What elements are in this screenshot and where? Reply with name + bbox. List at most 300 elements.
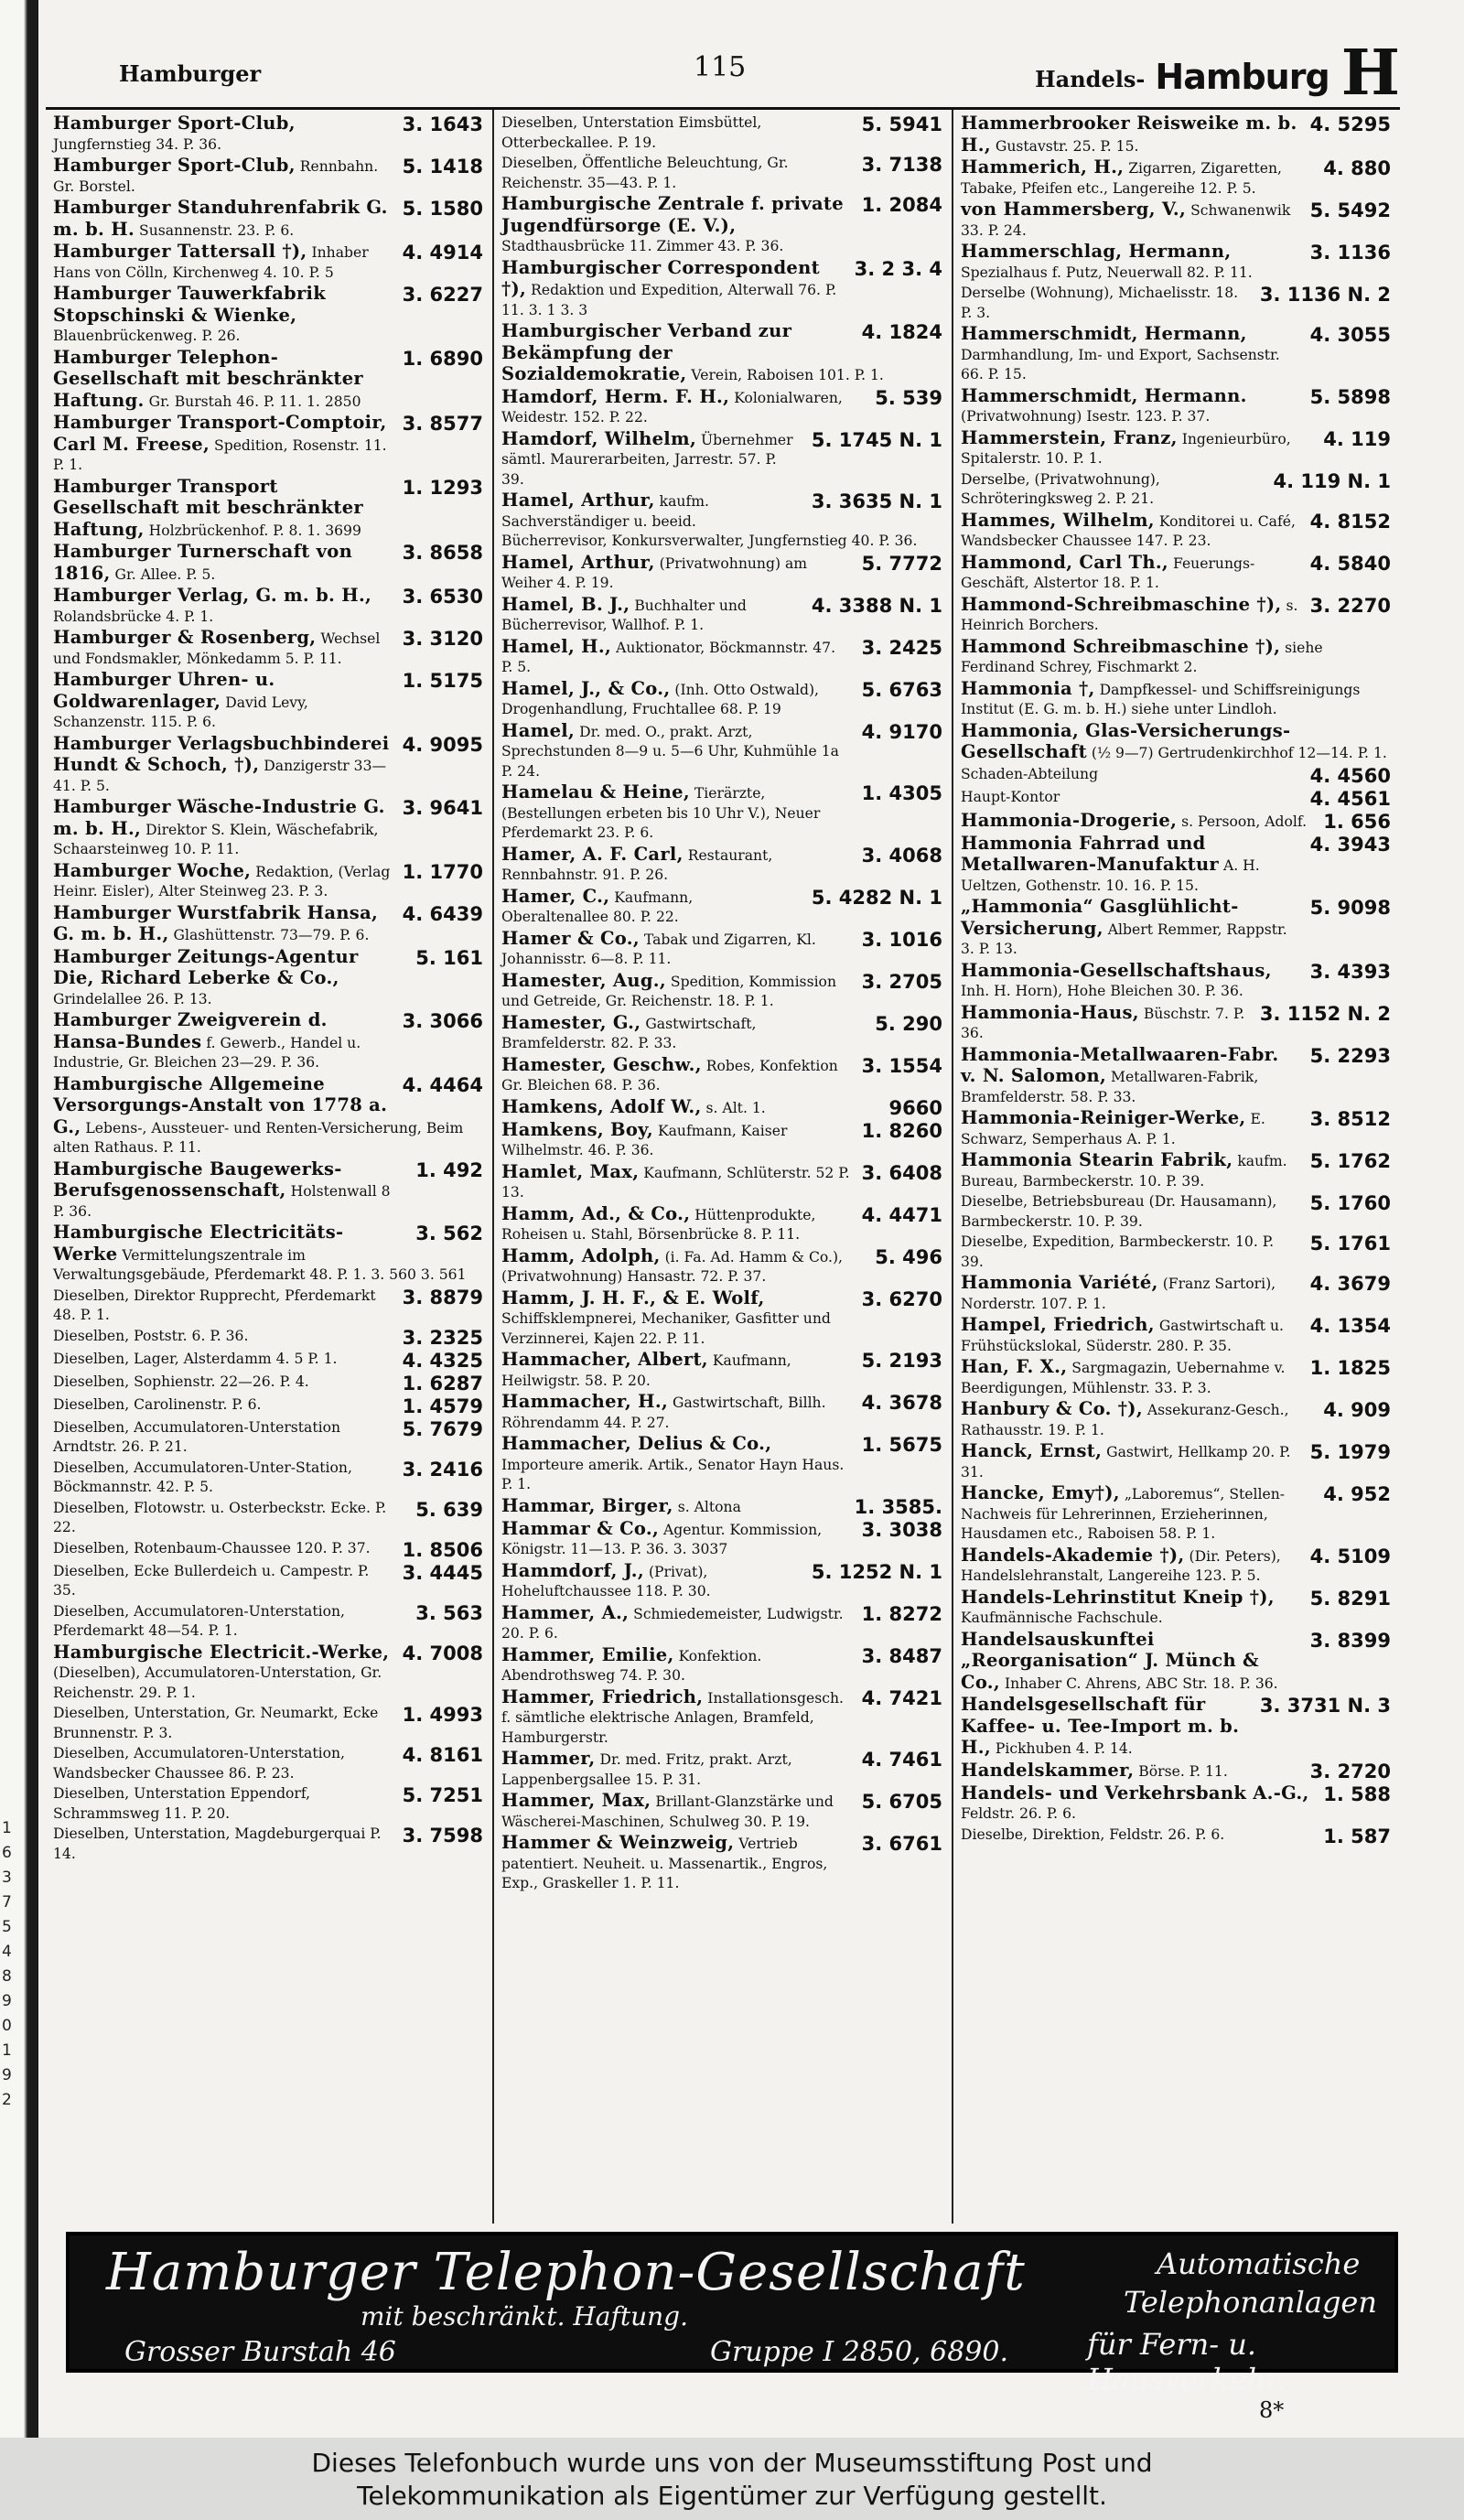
entry-detail: Dieselben, Accumulatoren-Unterstation Arndtstr. 26. P. 21. (53, 1418, 341, 1455)
entry-phone: 5. 1745 N. 1 (811, 428, 942, 451)
entry-name: Hamester, Geschw., (501, 1053, 702, 1075)
entry-detail: Blauenbrückenweg. P. 26. (53, 328, 241, 344)
entry-phone: 3. 6761 (861, 1833, 942, 1855)
entry-name: Hamer, C., (501, 885, 610, 907)
directory-entry (53, 861, 483, 902)
entry-name: Hamburger Telephon-Gesellschaft mit beschränkter Haftung. (53, 346, 363, 411)
directory-entry (501, 553, 942, 594)
directory-entry (961, 1825, 1391, 1847)
entry-name: Hammerschmidt, Hermann, (961, 323, 1247, 344)
entry-name: Hamel, J., & Co., (501, 677, 671, 699)
entry-name: Hamburger Sport-Club, (53, 113, 296, 134)
entry-detail: Dieselben, Carolinenstr. P. 6. (53, 1395, 262, 1413)
directory-entry (53, 586, 483, 627)
entry-name: Hamester, Aug., (501, 969, 666, 991)
directory-entry (961, 788, 1391, 810)
entry-detail: Kaufmännische Fachschule. (961, 1610, 1163, 1626)
entry-name: Handelsauskunftei „Reorganisation“ J. Münch & Co., (961, 1628, 1259, 1693)
entry-phone: 3. 4393 (1309, 960, 1391, 983)
entry-detail: (Inh. Otto Ostwald), Drogenhandlung, Fruchtallee 68. P. 19 (501, 681, 820, 717)
directory-entry (501, 1162, 942, 1203)
entry-phone: 3. 1152 N. 2 (1259, 1002, 1391, 1025)
directory-entry (961, 199, 1391, 241)
entry-detail: Dieselbe, Expedition, Barmbeckerstr. 10. P. 39. (961, 1233, 1275, 1270)
entry-phone: 3. 2270 (1309, 594, 1391, 617)
entry-name: Hamburgische Allgemeine Versorgungs-Anstalt von 1778 a. G., (53, 1072, 388, 1137)
entry-phone: 5. 6705 (861, 1791, 942, 1813)
directory-entry (53, 903, 483, 946)
entry-phone: 3. 8487 (861, 1644, 942, 1667)
directory-entry (961, 961, 1391, 1002)
directory-entry (961, 242, 1391, 283)
entry-phone: 5. 2193 (861, 1350, 942, 1372)
directory-entry (961, 1273, 1391, 1314)
ad-right-line-2: Telephonanlagen (1124, 2285, 1377, 2320)
entry-phone: 4. 6439 (402, 902, 483, 925)
entry-phone: 3. 2705 (861, 970, 942, 993)
directory-entry (961, 511, 1391, 552)
directory-entry (53, 1350, 483, 1372)
entry-phone: 5. 2293 (1309, 1044, 1391, 1067)
entry-detail: (i. Fa. Ad. Hamm & Co.), (Privatwohnung) Hansastr. 72. P. 37. (501, 1248, 843, 1285)
directory-entry (501, 595, 942, 636)
entry-detail: Konfektion. Abendrothsweg 74. P. 30. (501, 1647, 762, 1684)
entry-phone: 1. 1770 (402, 860, 483, 883)
entry-detail: Börse. P. 11. (1138, 1762, 1228, 1780)
entry-phone: 4. 8152 (1309, 510, 1391, 533)
directory-entry (501, 679, 942, 720)
ad-right-line-3: für Fern- u. Hausverkehr. (1087, 2327, 1286, 2396)
entry-name: Hamburger Turnerschaft von 1816, (53, 541, 353, 584)
directory-entry (53, 1010, 483, 1073)
entry-detail: s. Heinrich Borchers. (961, 597, 1298, 633)
entry-name: Hamburger Verlag, G. m. b. H., (53, 585, 372, 606)
entry-detail: Darmhandlung, Im- und Export, Sachsenstr. 66. P. 15. (961, 346, 1280, 382)
ad-right-line-1: Automatische (1157, 2246, 1361, 2281)
entry-detail: Spezialhaus f. Putz, Neuerwall 82. P. 11. (961, 264, 1253, 281)
entry-name: Hammer, A., (501, 1601, 630, 1623)
directory-entry (501, 1013, 942, 1054)
directory-entry (53, 348, 483, 413)
entry-name: Hammonia †, (961, 677, 1095, 699)
directory-entry (501, 429, 942, 490)
entry-name: Hammonia Fahrrad und Metallwaren-Manufaktur (961, 832, 1219, 875)
entry-name: Hammacher, Albert, (501, 1349, 708, 1370)
entry-detail: Direktor S. Klein, Wäschefabrik, Schaarsteinweg 10. P. 11. (53, 821, 379, 857)
entry-phone: 1. 656 (1323, 810, 1391, 833)
entry-name: Hammer, Friedrich, (501, 1685, 704, 1707)
directory-entry (53, 670, 483, 733)
entry-detail: Lebens-, Aussteuer- und Renten-Versicherung, Beim alten Rathaus. P. 11. (53, 1119, 464, 1156)
entry-name: Hamburger Zweigverein d. Hansa-Bundes (53, 1009, 328, 1052)
directory-entry (501, 1288, 942, 1350)
entry-phone: 3. 2425 (861, 636, 942, 659)
entry-detail: Dieselben, Accumulatoren-Unterstation, Wandsbecker Chaussee 86. P. 23. (53, 1745, 345, 1782)
entry-phone: 5. 5898 (1309, 385, 1391, 408)
entry-name: Hamel, Arthur, (501, 490, 655, 511)
entry-detail: David Levy, Schanzenstr. 115. P. 6. (53, 694, 308, 730)
directory-entry (961, 470, 1391, 510)
entry-phone: 3. 1643 (402, 113, 483, 135)
entry-name: Hamer, A. F. Carl, (501, 843, 684, 865)
margin-digit: 7 (2, 1893, 12, 1912)
directory-entry (961, 1783, 1391, 1825)
entry-detail: Dieselben, Direktor Rupprecht, Pferdemarkt 48. P. 1. (53, 1287, 376, 1323)
entry-phone: 3. 1136 (1309, 242, 1391, 264)
entry-phone: 5. 290 (875, 1012, 942, 1035)
entry-name: Han, F. X., (961, 1356, 1068, 1377)
entry-name: Hammonia, Glas-Versicherungs-Gesellschaft (961, 719, 1291, 762)
entry-detail: Kaufmann, Heilwigstr. 58. P. 20. (501, 1352, 791, 1389)
entry-name: Hamm, J. H. F., & E. Wolf, (501, 1287, 765, 1308)
entry-detail: E. Schwarz, Semperhaus A. P. 1. (961, 1111, 1265, 1147)
directory-entry (961, 1630, 1391, 1695)
directory-entry (961, 324, 1391, 385)
entry-phone: 1. 8506 (402, 1538, 483, 1561)
entry-detail: Schiffsklempnerei, Mechaniker, Gasfitter und Verzinnerei, Kajen 22. P. 11. (501, 1310, 831, 1347)
directory-entry (53, 242, 483, 283)
entry-phone: 5. 8291 (1309, 1587, 1391, 1610)
entry-name: Hammer, Emilie, (501, 1643, 674, 1665)
entry-name: Hampel, Friedrich, (961, 1314, 1155, 1335)
entry-phone: 3. 6270 (861, 1287, 942, 1310)
entry-phone: 1. 587 (1323, 1825, 1391, 1847)
directory-entry (53, 198, 483, 241)
entry-name: Hamm, Adolph, (501, 1244, 661, 1266)
directory-entry (961, 113, 1391, 156)
directory-entry (53, 1825, 483, 1864)
directory-entry (53, 1159, 483, 1222)
entry-detail: Dieselben, Accumulatoren-Unterstation, Pferdemarkt 48—54. P. 1. (53, 1602, 345, 1639)
entry-detail: Holstenwall 8 P. 36. (53, 1183, 391, 1220)
entry-phone: 4. 3388 N. 1 (811, 594, 942, 617)
entry-detail: Dieselbe, Betriebsbureau (Dr. Hausamann), Barmbeckerstr. 10. P. 39. (961, 1193, 1277, 1230)
entry-phone: 3. 6408 (861, 1161, 942, 1184)
directory-entry (961, 1441, 1391, 1482)
entry-detail: Grindelallee 26. P. 13. (53, 990, 212, 1007)
entry-detail: Dieselben, Sophienstr. 22—26. P. 4. (53, 1373, 309, 1390)
directory-entry (961, 721, 1391, 764)
directory-entry (961, 897, 1391, 960)
entry-detail: Metallwaren-Fabrik, Bramfelderstr. 58. P. 33. (961, 1069, 1259, 1105)
entry-name: Hammonia-Drogerie, (961, 809, 1178, 831)
entry-phone: 4. 8161 (402, 1744, 483, 1766)
entry-name: Hamburgische Baugewerks-Berufsgenossenschaft, (53, 1158, 342, 1201)
directory-entry (501, 1561, 942, 1602)
directory-entry (961, 1003, 1391, 1044)
entry-detail: Dieselben, Accumulatoren-Unter-Station, Böckmannstr. 42. P. 5. (53, 1459, 352, 1495)
directory-entry (961, 1483, 1391, 1545)
entry-phone: 5. 5492 (1309, 199, 1391, 221)
entry-phone: 4. 4325 (402, 1349, 483, 1372)
directory-entry (501, 1204, 942, 1245)
entry-detail: Buchhalter und Bücherrevisor, Wallhof. P. 1. (501, 597, 747, 633)
entry-phone: 3. 2325 (402, 1326, 483, 1349)
entry-name: Hamburger Transport Gesellschaft mit beschränkter Haftung, (53, 475, 363, 540)
entry-phone: 4. 952 (1323, 1483, 1391, 1505)
ad-phone-group: Gruppe I 2850, 6890. (710, 2336, 1009, 2368)
margin-digits (2, 1816, 22, 2113)
directory-entry (961, 1108, 1391, 1149)
entry-name: Hamburger Tattersall †), (53, 241, 307, 262)
entry-phone: 3. 2720 (1309, 1760, 1391, 1782)
entry-phone: 4. 5840 (1309, 552, 1391, 575)
entry-detail: Schaden-Abteilung (961, 765, 1099, 782)
entry-phone: 1. 1825 (1309, 1357, 1391, 1379)
entry-name: Hamburger Wurstfabrik Hansa, G. m. b. H., (53, 901, 379, 944)
entry-name: Hammonia-Gesellschaftshaus, (961, 959, 1272, 981)
entry-phone: 3. 6530 (402, 586, 483, 608)
entry-phone: 3. 8512 (1309, 1108, 1391, 1130)
entry-phone: 3. 3066 (402, 1010, 483, 1032)
directory-entry (961, 1150, 1391, 1191)
entry-name: Hammond, Carl Th., (961, 551, 1169, 573)
directory-entry (53, 1418, 483, 1458)
entry-phone: 4. 4471 (861, 1203, 942, 1226)
entry-detail: Pickhuben 4. P. 14. (995, 1740, 1133, 1757)
directory-entry (961, 1695, 1391, 1760)
entry-detail: Holzbrückenhof. P. 8. 1. 3699 (148, 522, 361, 539)
entry-phone: 3. 8577 (402, 413, 483, 435)
entry-detail: Rennbahn. Gr. Borstel. (53, 158, 379, 195)
entry-phone: 1. 6287 (402, 1372, 483, 1395)
directory-entry (501, 1350, 942, 1391)
credit-line-1: Dieses Telefonbuch wurde uns von der Museumsstiftung Post und (311, 2448, 1153, 2478)
entry-detail: Gastwirtschaft, Bramfelderstr. 82. P. 33. (501, 1015, 757, 1051)
entry-phone: 1. 2084 (861, 194, 942, 216)
entry-detail: Dampfkessel- und Schiffsreinigungs Institut (E. G. m. b. H.) siehe unter Lindloh. (961, 681, 1361, 717)
entry-detail: (Privat), Hoheluftchaussee 118. P. 30. (501, 1563, 711, 1599)
entry-detail: Dieselben, Ecke Bullerdeich u. Campestr. P. 35. (53, 1562, 370, 1599)
directory-entry (501, 887, 942, 928)
directory-entry (501, 321, 942, 386)
entry-name: Hamburger Transport-Comptoir, Carl M. Freese, (53, 412, 387, 455)
entry-name: Hamburgischer Correspondent †), (501, 256, 820, 299)
entry-phone: 5. 639 (415, 1498, 483, 1521)
entry-detail: Tabak und Zigarren, Kl. Johannisstr. 6—8. P. 11. (501, 931, 816, 967)
entry-name: Hammerich, H., (961, 156, 1125, 178)
entry-name: Hammar, Birger, (501, 1494, 673, 1516)
entry-detail: Inh. H. Horn), Hohe Bleichen 30. P. 36. (961, 983, 1243, 999)
entry-name: Hamburgischer Verband zur Bekämpfung der Sozialdemokratie, (501, 320, 792, 384)
entry-detail: Gr. Burstah 46. P. 11. 1. 2850 (148, 393, 361, 410)
entry-detail: Vertrieb patentiert. Neuheit. u. Massenartik., Engros, Exp., Graskeller 1. P. 11. (501, 1836, 828, 1891)
directory-entry (501, 490, 942, 552)
entry-name: Hammerschlag, Hermann, (961, 241, 1232, 262)
entry-detail: (Privatwohnung) am Weiher 4. P. 19. (501, 555, 808, 591)
entry-name: Hamm, Ad., & Co., (501, 1202, 691, 1224)
directory-entry (501, 194, 942, 257)
entry-detail: Dieselben, Rotenbaum-Chaussee 120. P. 37. (53, 1539, 371, 1556)
directory-entry (53, 542, 483, 585)
entry-phone: 1. 4579 (402, 1395, 483, 1417)
entry-detail: Restaurant, Rennbahnstr. 91. P. 26. (501, 846, 773, 883)
entry-phone: 3. 3731 N. 3 (1259, 1695, 1391, 1717)
directory-entry (53, 1499, 483, 1538)
directory-entry (501, 1749, 942, 1790)
directory-entry (501, 154, 942, 193)
entry-detail: Ingenieurbüro, Spitalerstr. 10. P. 1. (961, 430, 1291, 467)
entry-detail: Haupt-Kontor (961, 788, 1060, 805)
entry-name: Handels-Lehrinstitut Kneip †), (961, 1586, 1275, 1608)
entry-phone: 5. 539 (875, 386, 942, 409)
directory-entry (53, 1287, 483, 1326)
entry-phone: 1. 492 (415, 1158, 483, 1181)
entry-detail: Zigarren, Zigaretten, Tabake, Pfeifen etc., Langereihe 12. P. 5. (961, 160, 1282, 197)
entry-detail: Glashüttenstr. 73—79. P. 6. (173, 927, 370, 943)
directory-entry (501, 387, 942, 428)
running-head-left: Hamburger (119, 60, 262, 87)
directory-entry (501, 1434, 942, 1495)
entry-detail: Kaufmann, Kaiser Wilhelmstr. 46. P. 36. (501, 1122, 788, 1158)
entry-name: Hamdorf, Herm. F. H., (501, 385, 730, 407)
entry-phone: 4. 9170 (861, 720, 942, 743)
margin-digit: 1 (2, 1819, 12, 1837)
entry-detail: Schwanenwik 33. P. 24. (961, 202, 1291, 239)
directory-entry (53, 1602, 483, 1642)
directory-entry (501, 929, 942, 970)
entry-name: Hamburger Zeitungs-Agentur Die, Richard Leberke & Co., (53, 945, 359, 988)
entry-detail: siehe Ferdinand Schrey, Fischmarkt 2. (961, 639, 1323, 675)
entry-name: Hammacher, Delius & Co., (501, 1433, 772, 1454)
entry-detail: Dieselben, Poststr. 6. P. 36. (53, 1327, 249, 1344)
entry-name: Hamester, G., (501, 1011, 641, 1033)
entry-name: Hamburger & Rosenberg, (53, 627, 317, 648)
entry-name: Hammonia-Metallwaaren-Fabr. v. N. Salomon, (961, 1043, 1279, 1086)
directory-entry (53, 1222, 483, 1286)
entry-name: Hamel, Arthur, (501, 551, 655, 573)
directory-entry (961, 1192, 1391, 1232)
entry-detail: Feldstr. 26. P. 6. (961, 1805, 1076, 1822)
entry-phone: 3. 6227 (402, 284, 483, 306)
entry-name: Hamel, B. J., (501, 593, 630, 615)
entry-phone: 1. 588 (1323, 1782, 1391, 1805)
directory-entry (961, 637, 1391, 678)
entry-phone: 4. 4914 (402, 242, 483, 264)
signature-mark: 8* (1259, 2397, 1285, 2423)
entry-name: Hammonia-Reiniger-Werke, (961, 1107, 1246, 1128)
directory-entry (961, 1761, 1391, 1782)
entry-detail: Importeure amerik. Artik., Senator Hayn Haus. P. 1. (501, 1456, 845, 1492)
section-letter: H (1340, 37, 1400, 110)
entry-name: Hamburger Verlagsbuchbinderei Hundt & Schoch, †), (53, 732, 390, 775)
column-left (46, 110, 492, 2224)
entry-detail: Rolandsbrücke 4. P. 1. (53, 608, 214, 625)
ad-company-name: Hamburger Telephon-Gesellschaft (106, 2243, 1026, 2302)
directory-entry (961, 1399, 1391, 1440)
entry-phone: 4. 3678 (861, 1392, 942, 1414)
directory-entry (501, 1097, 942, 1119)
entry-phone: 4. 5295 (1309, 113, 1391, 135)
entry-phone: 4. 5109 (1309, 1545, 1391, 1567)
directory-columns (46, 110, 1400, 2224)
entry-phone: 3. 3635 N. 1 (811, 490, 942, 512)
entry-detail: Installationsgesch. f. sämtliche elektrische Anlagen, Bramfeld, Hamburgerstr. (501, 1689, 844, 1746)
entry-phone: 3. 3120 (402, 628, 483, 650)
entry-detail: Redaktion und Expedition, Alterwall 76. P. 11. 3. 1 3. 3 (501, 282, 837, 318)
entry-detail: Sargmagazin, Uebernahme v. Beerdigungen, Mühlenstr. 33. P. 3. (961, 1360, 1286, 1396)
entry-name: Hanck, Ernst, (961, 1440, 1103, 1461)
entry-detail: f. Gewerb., Handel u. Industrie, Gr. Bleichen 23—29. P. 36. (53, 1034, 361, 1071)
margin-digit: 5 (2, 1918, 12, 1936)
entry-phone: 3. 4068 (861, 844, 942, 867)
entry-phone: 9660 (888, 1096, 942, 1119)
entry-phone: 1. 8260 (861, 1119, 942, 1142)
entry-phone: 5. 1979 (1309, 1441, 1391, 1463)
entry-phone: 3. 7598 (402, 1825, 483, 1847)
entry-detail: Derselbe, (Privatwohnung), Schröteringksweg 2. P. 21. (961, 470, 1160, 507)
entry-detail: Spedition, Rosenstr. 11. P. 1. (53, 436, 387, 473)
entry-name: Hammar & Co., (501, 1517, 660, 1539)
entry-phone: 4. 9095 (402, 733, 483, 756)
entry-detail: (Privatwohnung) Isestr. 123. P. 37. (961, 408, 1211, 425)
entry-name: Hammer, (501, 1748, 596, 1769)
entry-detail: kaufm. Sachverständiger u. beeid. Bücherrevisor, Konkursverwalter, Jungfernstieg 40. P. 36. (501, 493, 918, 549)
entry-phone: 5. 1760 (1309, 1192, 1391, 1214)
entry-phone: 5. 4282 N. 1 (811, 886, 942, 909)
credit-footer (0, 2438, 1464, 2520)
entry-name: Hamlet, Max, (501, 1160, 640, 1182)
directory-entry (961, 834, 1391, 897)
entry-detail: Inhaber Hans von Cölln, Kirchenweg 4. 10. P. 5 (53, 244, 369, 281)
credit-line-2: Telekommunikation als Eigentümer zur Verfügung gestellt. (357, 2481, 1107, 2511)
entry-phone: 4. 119 N. 1 (1273, 469, 1391, 492)
directory-entry (961, 595, 1391, 636)
entry-name: Handelsgesellschaft für Kaffee- u. Tee-Import m. b. H., (961, 1694, 1240, 1758)
entry-phone: 5. 1761 (1309, 1233, 1391, 1255)
entry-phone: 5. 161 (415, 946, 483, 969)
directory-entry (961, 284, 1391, 323)
entry-phone: 5. 7251 (402, 1784, 483, 1806)
column-middle (492, 110, 952, 2224)
entry-detail: Verein, Raboisen 101. P. 1. (691, 367, 884, 383)
entry-name: Hamkens, Boy, (501, 1118, 653, 1140)
directory-entry (53, 413, 483, 476)
directory-entry (53, 477, 483, 542)
entry-phone: 4. 119 (1323, 427, 1391, 450)
entry-phone: 3. 8658 (402, 542, 483, 564)
entry-phone: 3. 2416 (402, 1458, 483, 1481)
directory-entry (961, 679, 1391, 720)
directory-entry (53, 1784, 483, 1824)
running-head-small: Handels- (1034, 66, 1146, 92)
directory-entry (501, 1519, 942, 1560)
entry-name: von Hammersberg, V., (961, 199, 1187, 220)
entry-name: Hamburgische Electricit.-Werke, (53, 1641, 390, 1663)
entry-detail: Jungfernstieg 34. P. 36. (53, 135, 222, 153)
entry-detail: Dieselbe, Direktion, Feldstr. 26. P. 6. (961, 1825, 1225, 1843)
directory-entry (501, 1791, 942, 1832)
directory-entry (53, 797, 483, 860)
margin-digit: 1 (2, 2041, 12, 2060)
directory-entry (501, 782, 942, 844)
entry-detail: Agentur. Kommission, Königstr. 11—13. P. 36. 3. 3037 (501, 1521, 823, 1557)
entry-phone: 4. 7461 (861, 1749, 942, 1771)
entry-name: Hammerbrooker Reisweike m. b. H., (961, 113, 1297, 156)
entry-detail: Dieselben, Unterstation, Magdeburgerquai P. 14. (53, 1825, 382, 1862)
entry-detail: Dieselben, Lager, Alsterdamm 4. 5 P. 1. (53, 1350, 338, 1367)
entry-name: Hammerstein, Franz, (961, 426, 1178, 448)
entry-detail: (Dir. Peters), Handelslehranstalt, Langereihe 123. P. 5. (961, 1547, 1281, 1584)
entry-detail: Dieselben, Unterstation Eimsbüttel, Otterbeckallee. P. 19. (501, 114, 762, 151)
running-head-right (1035, 37, 1400, 110)
directory-entry (53, 1459, 483, 1498)
advertisement-banner (66, 2232, 1398, 2396)
entry-phone: 5. 1418 (402, 156, 483, 178)
directory-entry (961, 386, 1391, 427)
entry-phone: 5. 6763 (861, 678, 942, 701)
entry-phone: 3. 1136 N. 2 (1259, 284, 1391, 306)
